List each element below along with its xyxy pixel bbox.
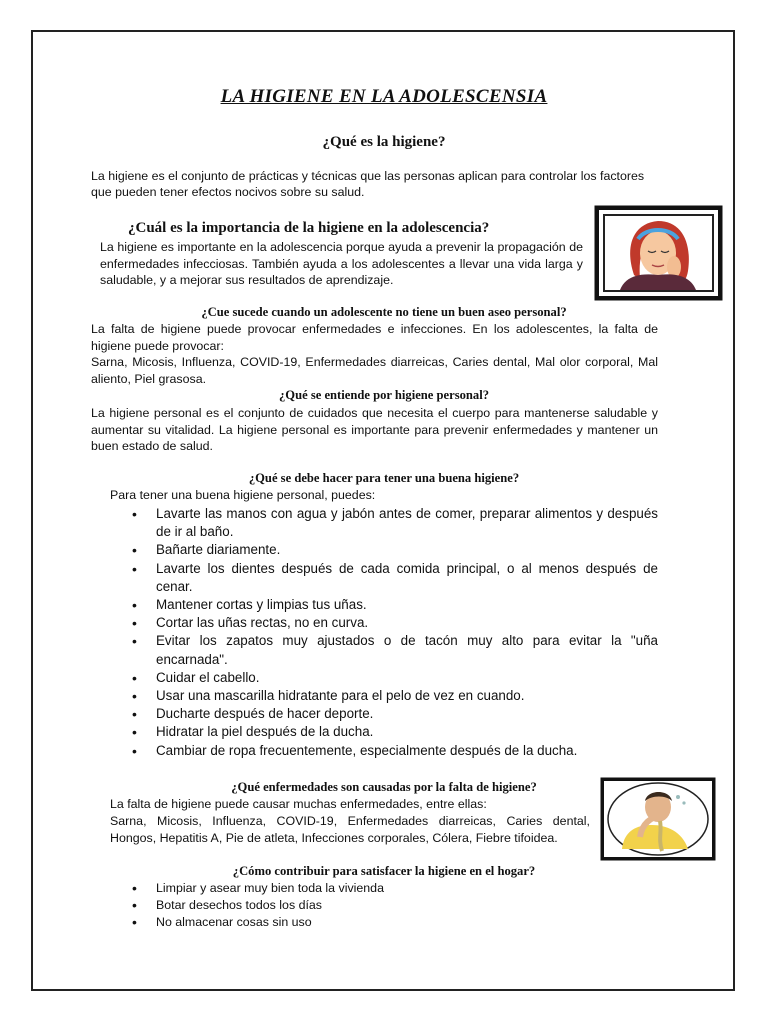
list-item: • Cortar las uñas rectas, no en curva.: [132, 614, 658, 632]
list-item: • Lavarte las manos con agua y jabón antes de comer, preparar alimentos y después de ir al baño.: [132, 505, 658, 541]
list-item: • Lavarte los dientes después de cada comida principal, o al menos después de cenar.: [132, 560, 658, 596]
list-item: • Cuidar el cabello.: [132, 669, 658, 687]
list-higiene-hogar: [132, 880, 532, 931]
heading-higiene-personal: ¿Qué se entiende por higiene personal?: [278, 388, 490, 402]
list-item: • Mantener cortas y limpias tus uñas.: [132, 596, 658, 614]
list-item: • Botar desechos todos los días: [132, 897, 532, 914]
paragraph-importancia: La higiene es importante en la adolescencia porque ayuda a prevenir la propagación de enfermedades infecciosas. También ayuda a los adolescentes a llevar una vida larga y saludable, y a mejorar sus resultados de aprendizaje.: [100, 240, 583, 287]
paragraph-definicion-line1: La higiene es el conjunto de prácticas y técnicas que las personas aplican para controlar los factores: [91, 169, 645, 183]
list-item: • Bañarte diariamente.: [132, 541, 658, 559]
paragraph-falta-aseo: La falta de higiene puede provocar enfermedades e infecciones. En los adolescentes, la falta de higiene puede provocar:: [91, 322, 658, 353]
paragraph-enfermedades-intro: La falta de higiene puede causar muchas enfermedades, entre ellas:: [110, 797, 487, 811]
heading-que-es-higiene: ¿Qué es la higiene?: [322, 134, 446, 150]
list-item: • Cambiar de ropa frecuentemente, especialmente después de la ducha.: [132, 742, 658, 760]
list-item: • Usar una mascarilla hidratante para el pelo de vez en cuando.: [132, 687, 658, 705]
list-item: • No almacenar cosas sin uso: [132, 914, 532, 931]
paragraph-definicion-line2: que pueden tener efectos nocivos sobre su salud.: [91, 185, 365, 199]
heading-buena-higiene: ¿Qué se debe hacer para tener una buena higiene?: [248, 471, 520, 485]
document-title: LA HIGIENE EN LA ADOLESCENSIA: [220, 86, 548, 107]
paragraph-buena-higiene-intro: Para tener una buena higiene personal, puedes:: [110, 488, 376, 502]
list-item: • Evitar los zapatos muy ajustados o de tacón muy alto para evitar la "uña encarnada".: [132, 632, 658, 668]
list-item: • Limpiar y asear muy bien toda la vivienda: [132, 880, 532, 897]
list-item: • Ducharte después de hacer deporte.: [132, 705, 658, 723]
paragraph-enfermedades-lista: Sarna, Micosis, Influenza, COVID-19, Enfermedades diarreicas, Caries dental, Mal olor corporal, Mal aliento, Piel grasosa.: [91, 355, 658, 386]
heading-falta-aseo: ¿Cue sucede cuando un adolescente no tiene un buen aseo personal?: [201, 305, 567, 319]
paragraph-higiene-personal: La higiene personal es el conjunto de cuidados que necesita el cuerpo para mantenerse saludable y aumentar su vitalidad. La higiene personal es importante para prevenir enfermedades y mantener un buen estado de salud.: [91, 406, 658, 453]
list-item: • Hidratar la piel después de la ducha.: [132, 723, 658, 741]
list-buena-higiene: [132, 505, 658, 760]
heading-importancia: ¿Cuál es la importancia de la higiene en la adolescencia?: [128, 220, 490, 236]
paragraph-enfermedades-causadas: Sarna, Micosis, Influenza, COVID-19, Enfermedades diarreicas, Caries dental, Hongos, Hepatitis A, Pie de atleta, Infecciones corporales, Cólera, Fiebre tifoidea.: [110, 814, 590, 845]
heading-enfermedades-causadas: ¿Qué enfermedades son causadas por la falta de higiene?: [231, 780, 537, 794]
heading-higiene-hogar: ¿Cómo contribuir para satisfacer la higiene en el hogar?: [232, 864, 536, 878]
adolescent-girl-illustration: [594, 205, 723, 301]
sick-man-illustration: [600, 777, 716, 861]
